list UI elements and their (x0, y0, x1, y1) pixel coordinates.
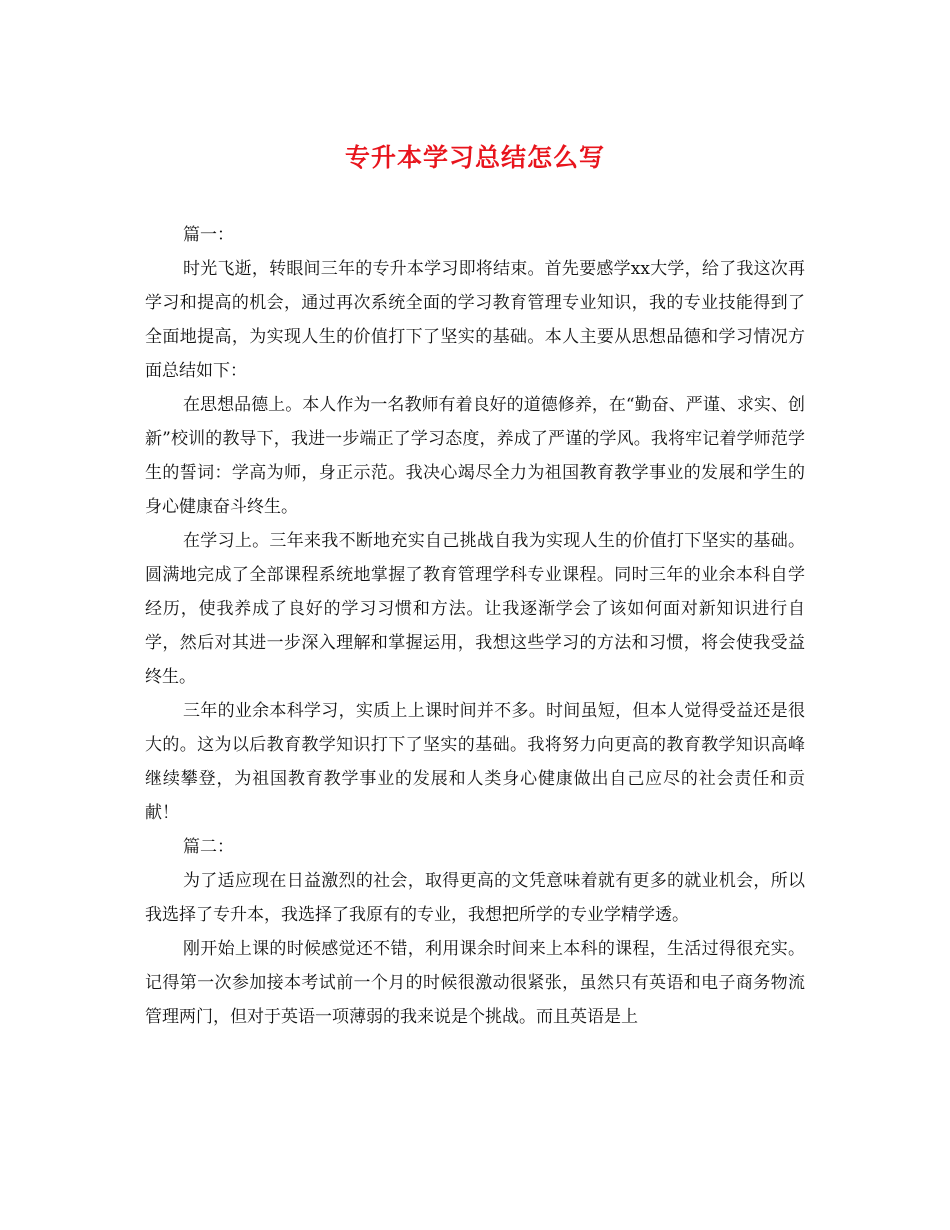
paragraph-heading-part-two: 篇二： (183, 837, 234, 857)
paragraph: 为了适应现在日益激烈的社会，取得更高的文凭意味着就有更多的就业机会，所以我选择了专升本，我选择了我原有的专业，我想把所学的专业学精学透。 (145, 871, 805, 925)
document-body (145, 218, 805, 1034)
paragraph: 在学习上。三年来我不断地充实自己挑战自我为实现人生的价值打下坚实的基础。圆满地完成了全部课程系统地掌握了教育管理学科专业课程。同时三年的业余本科自学经历，使我养成了良好的学习习惯和方法。让我逐渐学会了该如何面对新知识进行自学，然后对其进一步深入理解和掌握运用，我想这些学习的方法和习惯，将会使我受益终生。 (145, 531, 805, 687)
paragraph: 刚开始上课的时候感觉还不错，利用课余时间来上本科的课程，生活过得很充实。记得第一次参加接本考试前一个月的时候很激动很紧张，虽然只有英语和电子商务物流管理两门，但对于英语一项薄弱的我来说是个挑战。而且英语是上 (145, 939, 805, 1027)
paragraph-heading-part-one: 篇一： (183, 225, 234, 245)
document-title: 专升本学习总结怎么写 (344, 143, 605, 172)
paragraph: 三年的业余本科学习，实质上上课时间并不多。时间虽短，但本人觉得受益还是很大的。这为以后教育教学知识打下了坚实的基础。我将努力向更高的教育教学知识高峰继续攀登，为祖国教育教学事业的发展和人类身心健康做出自己应尽的社会责任和贡献！ (145, 701, 805, 823)
paragraph: 在思想品德上。本人作为一名教师有着良好的道德修养，在“勤奋、严谨、求实、创新”校训的教导下，我进一步端正了学习态度，养成了严谨的学风。我将牢记着学师范学生的誓词：学高为师，身正示范。我决心竭尽全力为祖国教育教学事业的发展和学生的身心健康奋斗终生。 (145, 395, 805, 517)
paragraph: 时光飞逝，转眼间三年的专升本学习即将结束。首先要感学xx大学，给了我这次再学习和提高的机会，通过再次系统全面的学习教育管理专业知识，我的专业技能得到了全面地提高，为实现人生的价值打下了坚实的基础。本人主要从思想品德和学习情况方面总结如下： (145, 259, 805, 381)
